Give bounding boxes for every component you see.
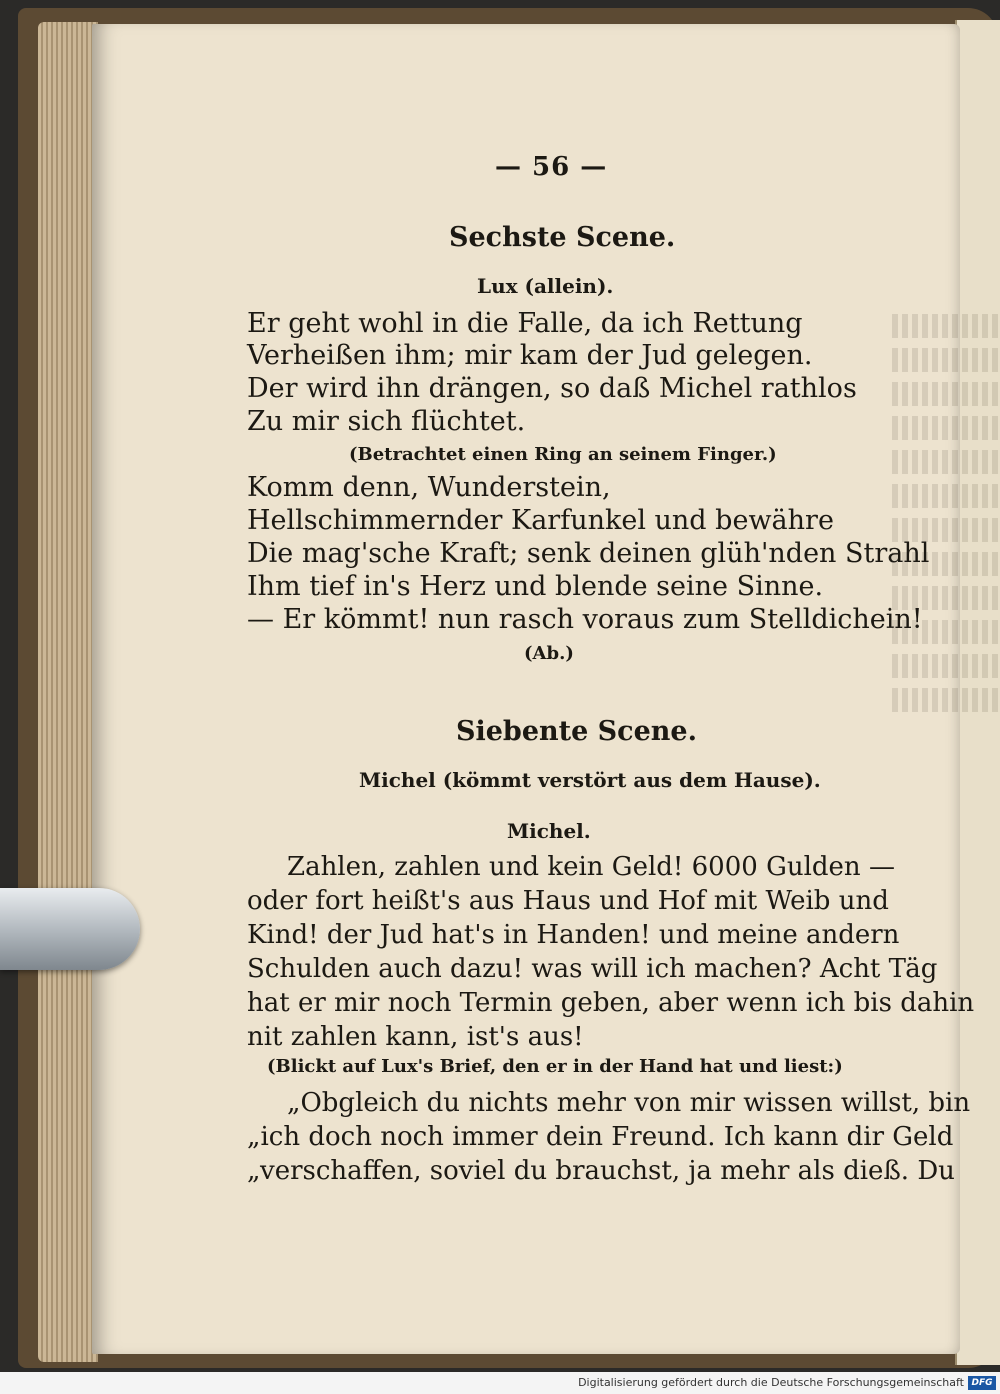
verse-line: Er geht wohl in die Falle, da ich Rettung bbox=[247, 308, 803, 339]
verse-line: Ihm tief in's Herz und blende seine Sinne. bbox=[247, 571, 824, 602]
speech-line: hat er mir noch Termin geben, aber wenn ich bis dahin bbox=[247, 988, 975, 1018]
verse-line: — Er kömmt! nun rasch voraus zum Stelldichein! bbox=[247, 604, 923, 635]
footer-bar bbox=[0, 1372, 1000, 1394]
funding-credit: Digitalisierung gefördert durch die Deutsche Forschungsgemeinschaft bbox=[578, 1376, 964, 1389]
scene-6-title: Sechste Scene. bbox=[449, 222, 676, 253]
scene-7-cast: Michel (kömmt verstört aus dem Hause). bbox=[359, 768, 821, 792]
verse-line: Der wird ihn drängen, so daß Michel rathlos bbox=[247, 373, 857, 404]
speech-line: Schulden auch dazu! was will ich machen? Acht Täg bbox=[247, 954, 938, 984]
exit-direction: (Ab.) bbox=[524, 643, 574, 664]
verse-line: Verheißen ihm; mir kam der Jud gelegen. bbox=[247, 340, 813, 371]
stage-direction: (Blickt auf Lux's Brief, den er in der Hand hat und liest:) bbox=[267, 1056, 843, 1077]
speech-line: Kind! der Jud hat's in Handen! und meine andern bbox=[247, 920, 900, 950]
speech-line: nit zahlen kann, ist's aus! bbox=[247, 1022, 584, 1052]
speaker-name: Michel. bbox=[507, 819, 591, 843]
stage-direction: (Betrachtet einen Ring an seinem Finger.) bbox=[349, 444, 777, 465]
letter-line: „verschaffen, soviel du brauchst, ja mehr als dieß. Du bbox=[247, 1156, 955, 1186]
letter-line: „ich doch noch immer dein Freund. Ich kann dir Geld bbox=[247, 1122, 954, 1152]
page-clip bbox=[0, 888, 140, 970]
letter-line: „Obgleich du nichts mehr von mir wissen willst, bin bbox=[287, 1088, 971, 1118]
verse-line: Die mag'sche Kraft; senk deinen glüh'nden Strahl bbox=[247, 538, 930, 569]
verse-line: Hellschimmernder Karfunkel und bewähre bbox=[247, 505, 834, 536]
scene-7-title: Siebente Scene. bbox=[456, 716, 697, 747]
speech-line: Zahlen, zahlen und kein Geld! 6000 Gulden — bbox=[287, 852, 895, 882]
dfg-logo-icon: DFG bbox=[968, 1376, 996, 1390]
speech-line: oder fort heißt's aus Haus und Hof mit Weib und bbox=[247, 886, 889, 916]
verse-line: Komm denn, Wunderstein, bbox=[247, 472, 611, 503]
verse-line: Zu mir sich flüchtet. bbox=[247, 406, 526, 437]
scene-6-cast: Lux (allein). bbox=[477, 274, 614, 298]
page-number: — 56 — bbox=[495, 152, 608, 182]
